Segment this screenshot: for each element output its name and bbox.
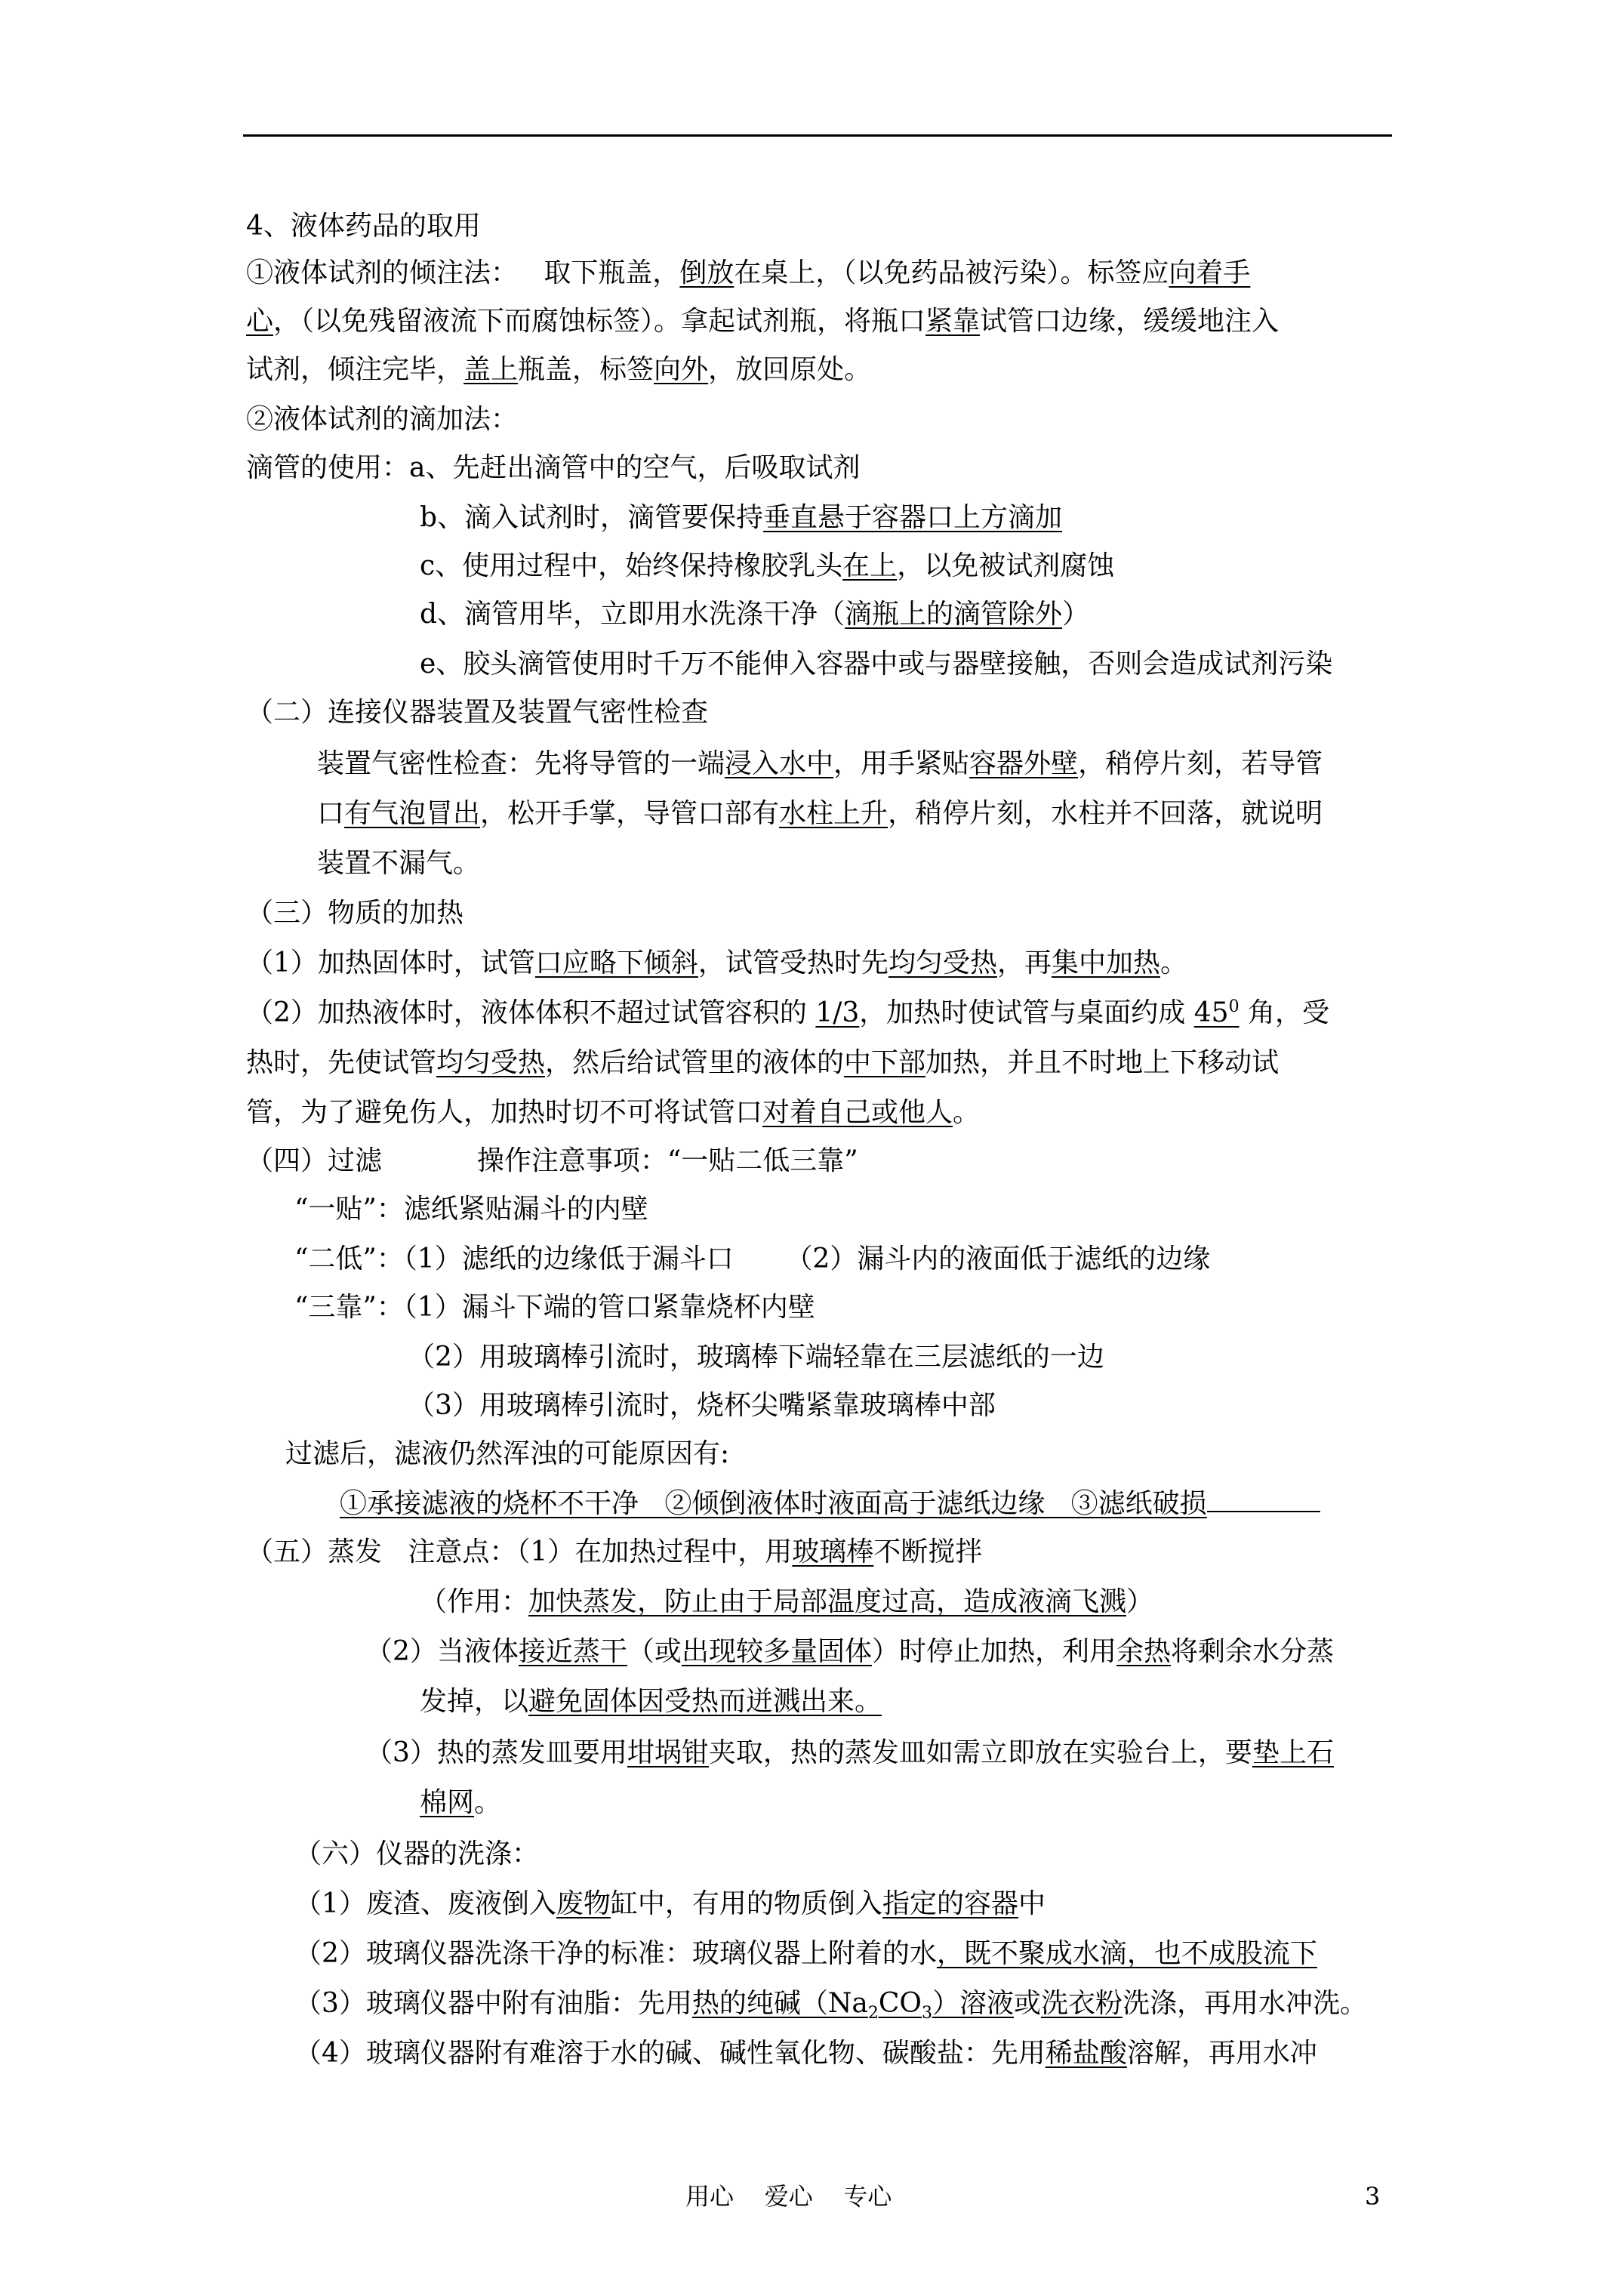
paragraph-line: 管，为了避免伤人，加热时切不可将试管口对着自己或他人。 xyxy=(246,1097,981,1128)
section-title: （六）仪器的洗涤： xyxy=(294,1838,540,1869)
list-item: （3）用玻璃棒引流时，烧杯尖嘴紧靠玻璃棒中部 xyxy=(408,1390,996,1421)
paragraph-line: 棉网。 xyxy=(420,1787,502,1818)
list-item: （4）玻璃仪器附有难溶于水的碱、碱性氧化物、碳酸盐：先用稀盐酸溶解，再用水冲 xyxy=(294,2038,1317,2069)
section-title: （二）连接仪器装置及装置气密性检查 xyxy=(246,697,709,728)
footer-motto: 用心 爱心 专心 xyxy=(685,2182,892,2211)
paragraph-line: ①液体试剂的倾注法： 取下瓶盖，倒放在桌上，（以免药品被污染）。标签应向着手 xyxy=(246,257,1251,288)
paragraph-line: （作用：加快蒸发，防止由于局部温度过高，造成液滴飞溅） xyxy=(420,1586,1154,1617)
paragraph-line: （2）加热液体时，液体体积不超过试管容积的 1/3，加热时使试管与桌面约成 $45^0$ 角，受 xyxy=(246,997,1330,1028)
paragraph-line: ①承接滤液的烧杯不干净 ②倾倒液体时液面高于滤纸边缘 ③滤纸破损 xyxy=(340,1480,1320,1528)
list-item: 滴管的使用：a、先赶出滴管中的空气，后吸取试剂 xyxy=(246,452,861,483)
list-item: “二低”：（1）滤纸的边缘低于漏斗口 （2）漏斗内的液面低于滤纸的边缘 xyxy=(294,1244,1211,1274)
paragraph-line: 装置气密性检查：先将导管的一端浸入水中，用手紧贴容器外壁，稍停片刻，若导管 xyxy=(317,748,1323,779)
header-rule xyxy=(243,134,1392,137)
section-title: （五）蒸发 注意点：（1）在加热过程中，用玻璃棒不断搅拌 xyxy=(246,1536,983,1567)
page-number: 3 xyxy=(1365,2182,1381,2211)
paragraph-line: （1）加热固体时，试管口应略下倾斜，试管受热时先均匀受热，再集中加热。 xyxy=(246,948,1187,978)
paragraph-line: （3）热的蒸发皿要用坩埚钳夹取，热的蒸发皿如需立即放在实验台上，要垫上石 xyxy=(365,1737,1334,1768)
list-item: （2）玻璃仪器洗涤干净的标准：玻璃仪器上附着的水，既不聚成水滴，也不成股流下 xyxy=(294,1938,1317,1969)
list-item: b、滴入试剂时，滴管要保持垂直悬于容器口上方滴加 xyxy=(420,502,1063,533)
list-item: （3）玻璃仪器中附有油脂：先用热的纯碱$(Na_2CO_3)$溶液或洗衣粉洗涤，再用水冲洗。 xyxy=(294,1988,1367,2023)
paragraph-line: 过滤后，滤液仍然浑浊的可能原因有: xyxy=(285,1438,730,1469)
paragraph-line: 试剂，倾注完毕，盖上瓶盖，标签向外，放回原处。 xyxy=(246,354,872,385)
paragraph-line: 热时，先使试管均匀受热，然后给试管里的液体的中下部加热，并且不时地上下移动试 xyxy=(246,1047,1280,1078)
list-item: （2）用玻璃棒引流时，玻璃棒下端轻靠在三层滤纸的一边 xyxy=(408,1342,1104,1373)
list-item: d、滴管用毕，立即用水洗涤干净（滴瓶上的滴管除外） xyxy=(420,599,1090,630)
list-item: “一贴”：滤纸紧贴漏斗的内壁 xyxy=(294,1194,648,1225)
paragraph-line: （2）当液体接近蒸干（或出现较多量固体）时停止加热，利用余热将剩余水分蒸 xyxy=(365,1636,1334,1667)
list-item: c、使用过程中，始终保持橡胶乳头在上，以免被试剂腐蚀 xyxy=(420,550,1115,581)
paragraph-line: 心，（以免残留液流下而腐蚀标签）。拿起试剂瓶，将瓶口紧靠试管口边缘，缓缓地注入 xyxy=(246,306,1280,337)
paragraph-line: 口有气泡冒出，松开手掌，导管口部有水柱上升，稍停片刻，水柱并不回落，就说明 xyxy=(317,798,1323,829)
section-title: （四）过滤 操作注意事项：“一贴二低三靠” xyxy=(246,1145,858,1176)
list-item: e、胶头滴管使用时千万不能伸入容器中或与器壁接触，否则会造成试剂污染 xyxy=(420,649,1333,680)
list-item: “三靠”：（1）漏斗下端的管口紧靠烧杯内壁 xyxy=(294,1292,815,1323)
subsection-title: ②液体试剂的滴加法： xyxy=(246,404,519,435)
list-item: （1）废渣、废液倒入废物缸中，有用的物质倒入指定的容器中 xyxy=(294,1888,1046,1919)
section-title: （三）物质的加热 xyxy=(246,898,464,929)
paragraph-line: 发掉，以避免固体因受热而迸溅出来。 xyxy=(420,1686,882,1717)
section-title: 4、液体药品的取用 xyxy=(246,211,481,242)
paragraph-line: 装置不漏气。 xyxy=(317,848,481,879)
